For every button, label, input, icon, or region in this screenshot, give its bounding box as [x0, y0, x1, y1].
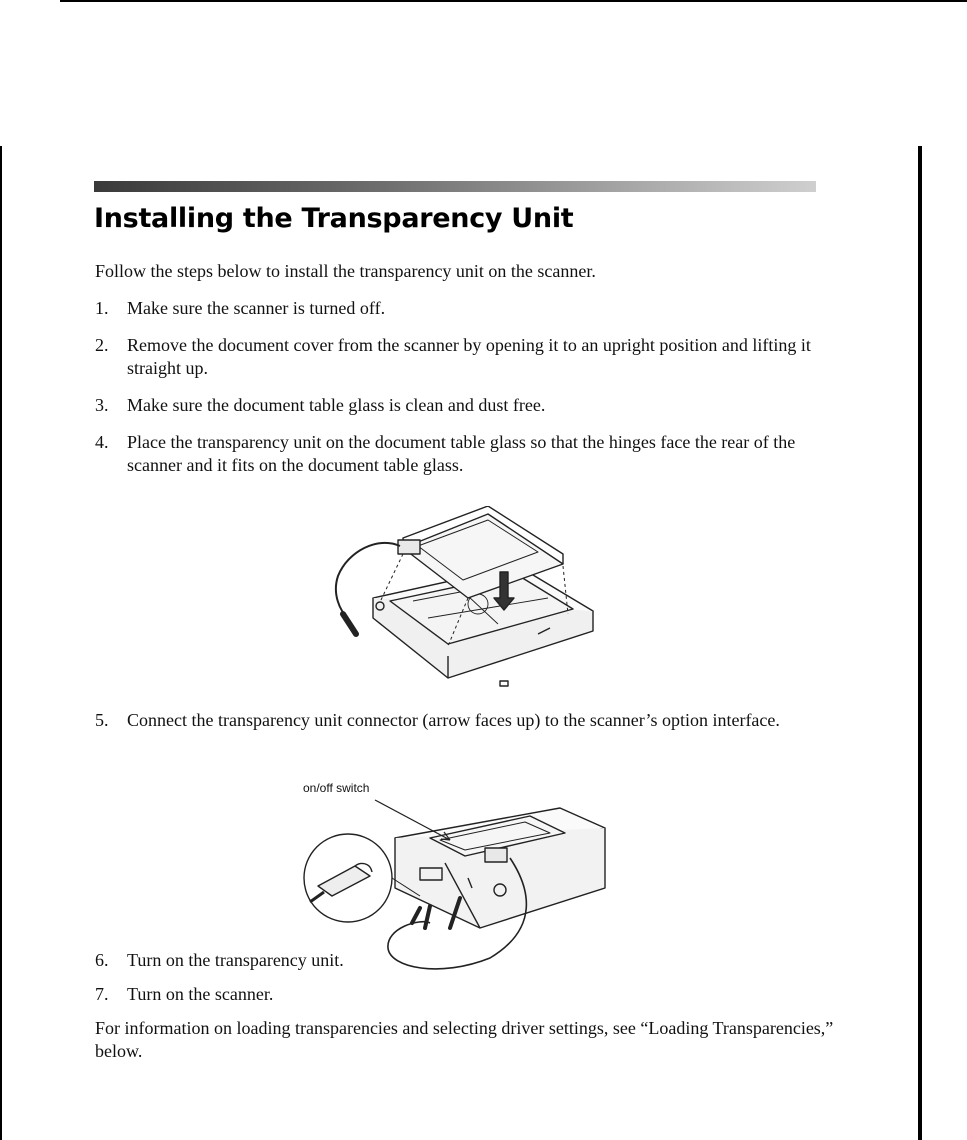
step-text: Connect the transparency unit connector (arrow faces up) to the scanner’s option interface.: [127, 710, 780, 730]
step-text: Turn on the transparency unit.: [127, 950, 344, 970]
step-text: Place the transparency unit on the document table glass so that the hinges face the rear of the scanner and it fits on the document table glass.: [127, 432, 796, 475]
list-item: [95, 394, 835, 417]
section-gradient-bar: [94, 181, 816, 192]
page-right-edge: [918, 146, 922, 1140]
step-text: Remove the document cover from the scanner by opening it to an upright position and lifting it straight up.: [127, 335, 811, 378]
step-text: Make sure the document table glass is clean and dust free.: [127, 395, 546, 415]
step-number: 6.: [95, 950, 109, 970]
closing-paragraph: For information on loading transparencies and selecting driver settings, see “Loading Transparencies,” below.: [95, 1018, 834, 1061]
on-off-switch-label: on/off switch: [303, 781, 370, 795]
list-item: [95, 334, 835, 380]
connector-connection-figure: [300, 778, 620, 972]
page-title: Installing the Transparency Unit: [94, 203, 574, 234]
list-item: [95, 983, 835, 1006]
top-rule: [60, 0, 967, 2]
step-number: 4.: [95, 432, 109, 452]
list-item: [95, 431, 820, 477]
intro-paragraph: Follow the steps below to install the transparency unit on the scanner.: [95, 261, 596, 281]
step-number: 3.: [95, 395, 109, 415]
transparency-unit-placement-figure: [318, 506, 608, 690]
step-text: Turn on the scanner.: [127, 984, 274, 1004]
list-item: [95, 709, 820, 732]
step-number: 1.: [95, 298, 109, 318]
step-number: 7.: [95, 984, 109, 1004]
list-item: [95, 297, 835, 320]
step-number: 2.: [95, 335, 109, 355]
list-item: [95, 949, 835, 972]
page-left-edge: [0, 146, 2, 1140]
step-number: 5.: [95, 710, 109, 730]
step-text: Make sure the scanner is turned off.: [127, 298, 386, 318]
